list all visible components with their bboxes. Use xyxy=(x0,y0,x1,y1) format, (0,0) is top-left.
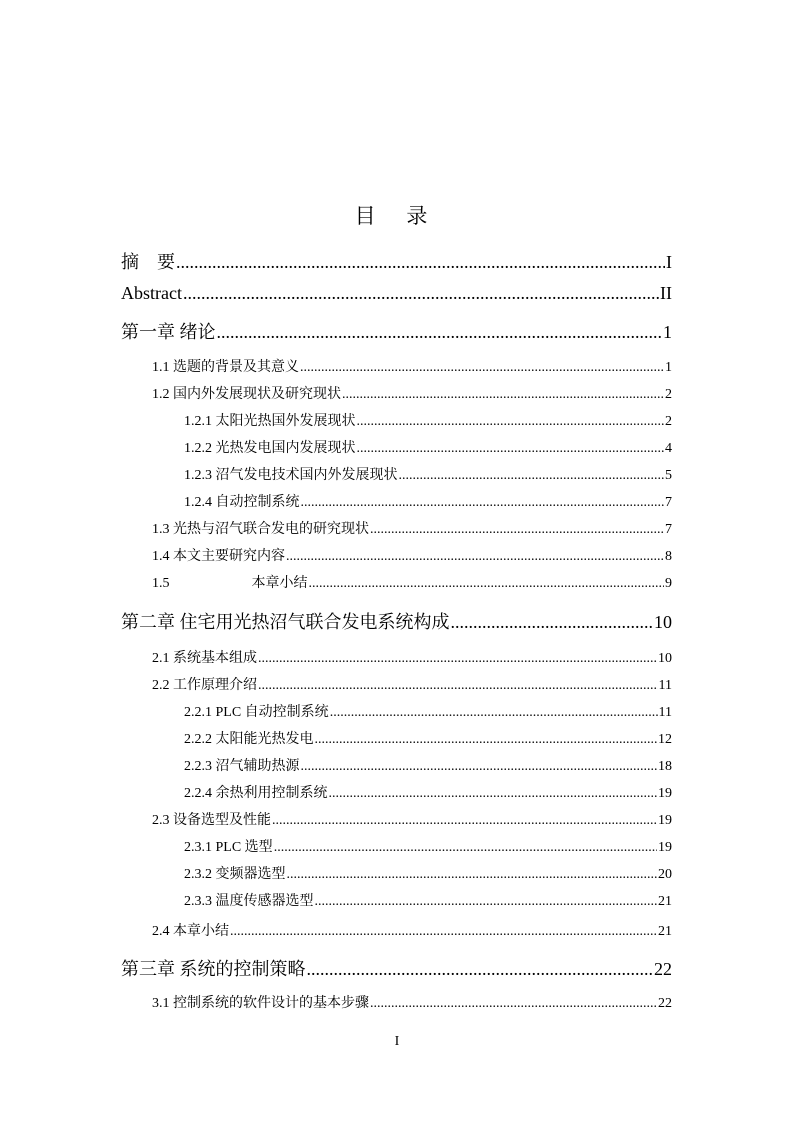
toc-entry-1-5[interactable] xyxy=(152,572,672,592)
toc-entry-label: 2.2.1 PLC 自动控制系统 xyxy=(184,705,329,720)
toc-entry-1-2-3[interactable] xyxy=(184,464,672,484)
toc-entry-page: 1 xyxy=(665,360,672,375)
toc-entry-page: 18 xyxy=(658,759,672,774)
toc-entry-label: 摘 要 xyxy=(121,252,175,272)
dot-leader xyxy=(258,678,658,694)
toc-entry-label: 2.2.3 沼气辅助热源 xyxy=(184,759,300,774)
toc-entry-chapter-3[interactable] xyxy=(121,955,672,981)
dot-leader xyxy=(399,468,665,484)
toc-entry-2-2[interactable] xyxy=(152,674,672,694)
toc-entry-label: 2.1 系统基本组成 xyxy=(152,651,257,666)
dot-leader xyxy=(230,924,657,940)
toc-entry-label: 2.2.2 太阳能光热发电 xyxy=(184,732,314,747)
page-title: 目 录 xyxy=(354,204,440,228)
dot-leader xyxy=(287,867,658,883)
toc-entry-text: 本章小结 xyxy=(251,576,308,591)
toc-entry-page: 22 xyxy=(658,996,672,1011)
dot-leader xyxy=(274,840,657,856)
toc-entry-page: 10 xyxy=(658,651,672,666)
toc-entry-label: 第二章 住宅用光热沼气联合发电系统构成 xyxy=(121,612,450,632)
toc-entry-1-2-2[interactable] xyxy=(184,437,672,457)
dot-leader xyxy=(300,360,664,376)
toc-entry-2-1[interactable] xyxy=(152,647,672,667)
toc-entry-page: 20 xyxy=(658,867,672,882)
dot-leader xyxy=(330,705,658,721)
toc-entry-1-1[interactable] xyxy=(152,356,672,376)
toc-entry-2-2-1[interactable] xyxy=(184,701,672,721)
dot-leader xyxy=(315,732,658,748)
toc-entry-page: 19 xyxy=(658,786,672,801)
toc-entry-page: I xyxy=(666,252,672,272)
dot-leader xyxy=(370,996,657,1012)
toc-entry-page: 21 xyxy=(658,924,672,939)
toc-entry-abstract-en[interactable] xyxy=(121,283,672,304)
dot-leader xyxy=(286,549,664,565)
toc-entry-label: 2.3.3 温度传感器选型 xyxy=(184,894,314,909)
dot-leader xyxy=(301,495,665,511)
toc-entry-1-2-4[interactable] xyxy=(184,491,672,511)
dot-leader xyxy=(315,894,658,910)
toc-entry-page: 11 xyxy=(658,678,672,693)
dot-leader xyxy=(258,651,657,667)
toc-entry-label: 1.2.4 自动控制系统 xyxy=(184,495,300,510)
toc-entry-label: 2.3 设备选型及性能 xyxy=(152,813,271,828)
toc-entry-1-3[interactable] xyxy=(152,518,672,538)
toc-entry-label: 3.1 控制系统的软件设计的基本步骤 xyxy=(152,996,369,1011)
toc-entry-page: 10 xyxy=(654,612,672,632)
toc-entry-number: 1.5 xyxy=(152,576,170,591)
toc-entry-label: Abstract xyxy=(121,283,182,303)
toc-entry-label: 2.3.1 PLC 选型 xyxy=(184,840,273,855)
toc-entry-page: 5 xyxy=(665,468,672,483)
toc-entry-label: 2.3.2 变频器选型 xyxy=(184,867,286,882)
toc-entry-label: 第三章 系统的控制策略 xyxy=(121,959,306,979)
toc-entry-page: 4 xyxy=(665,441,672,456)
toc-entry-label: 1.3 光热与沼气联合发电的研究现状 xyxy=(152,522,369,537)
toc-entry-2-3-3[interactable] xyxy=(184,890,672,910)
toc-entry-page: 12 xyxy=(658,732,672,747)
toc-entry-2-4[interactable] xyxy=(152,920,672,940)
dot-leader xyxy=(309,576,665,592)
toc-entry-page: 2 xyxy=(665,414,672,429)
toc-entry-label: 1.2.3 沼气发电技术国内外发展现状 xyxy=(184,468,398,483)
toc-entry-2-3-1[interactable] xyxy=(184,836,672,856)
dot-leader xyxy=(301,759,658,775)
toc-entry-abstract-cn[interactable] xyxy=(121,248,672,274)
toc-entry-2-2-3[interactable] xyxy=(184,755,672,775)
toc-entry-label: 1.2 国内外发展现状及研究现状 xyxy=(152,387,341,402)
toc-entry-2-2-2[interactable] xyxy=(184,728,672,748)
toc-entry-2-2-4[interactable] xyxy=(184,782,672,802)
toc-entry-label: 1.2.1 太阳光热国外发展现状 xyxy=(184,414,356,429)
toc-entry-page: 7 xyxy=(665,495,672,510)
toc-entry-page: 8 xyxy=(665,549,672,564)
dot-leader xyxy=(183,283,659,304)
toc-entry-page: 19 xyxy=(658,813,672,828)
dot-leader xyxy=(217,322,663,343)
toc-entry-page: 11 xyxy=(658,705,672,720)
toc-entry-label: 1.4 本文主要研究内容 xyxy=(152,549,285,564)
toc-entry-label: 第一章 绪论 xyxy=(121,322,216,342)
toc-entry-3-1[interactable] xyxy=(152,992,672,1012)
toc-entry-page: 9 xyxy=(665,576,672,591)
toc-entry-chapter-2[interactable] xyxy=(121,608,672,634)
toc-entry-page: 7 xyxy=(665,522,672,537)
toc-entry-page: II xyxy=(660,283,672,303)
dot-leader xyxy=(176,252,665,273)
dot-leader xyxy=(357,414,665,430)
toc-entry-2-3-2[interactable] xyxy=(184,863,672,883)
dot-leader xyxy=(329,786,658,802)
toc-entry-label: 2.4 本章小结 xyxy=(152,924,229,939)
toc-entry-page: 1 xyxy=(663,322,672,342)
dot-leader xyxy=(272,813,657,829)
toc-entry-1-4[interactable] xyxy=(152,545,672,565)
dot-leader xyxy=(342,387,664,403)
toc-entry-page: 2 xyxy=(665,387,672,402)
toc-entry-chapter-1[interactable] xyxy=(121,318,672,344)
toc-entry-1-2-1[interactable] xyxy=(184,410,672,430)
dot-leader xyxy=(357,441,665,457)
toc-entry-page: 19 xyxy=(658,840,672,855)
page-number-footer: I xyxy=(394,1034,400,1049)
dot-leader xyxy=(307,959,654,980)
toc-entry-page: 21 xyxy=(658,894,672,909)
toc-entry-1-2[interactable] xyxy=(152,383,672,403)
toc-entry-label: 2.2 工作原理介绍 xyxy=(152,678,257,693)
toc-entry-label: 1.2.2 光热发电国内发展现状 xyxy=(184,441,356,456)
dot-leader xyxy=(451,612,654,633)
toc-entry-2-3[interactable] xyxy=(152,809,672,829)
dot-leader xyxy=(370,522,664,538)
toc-entry-label: 1.1 选题的背景及其意义 xyxy=(152,360,299,375)
toc-entry-page: 22 xyxy=(654,959,672,979)
toc-entry-label: 2.2.4 余热利用控制系统 xyxy=(184,786,328,801)
toc-entry-label xyxy=(152,572,308,592)
